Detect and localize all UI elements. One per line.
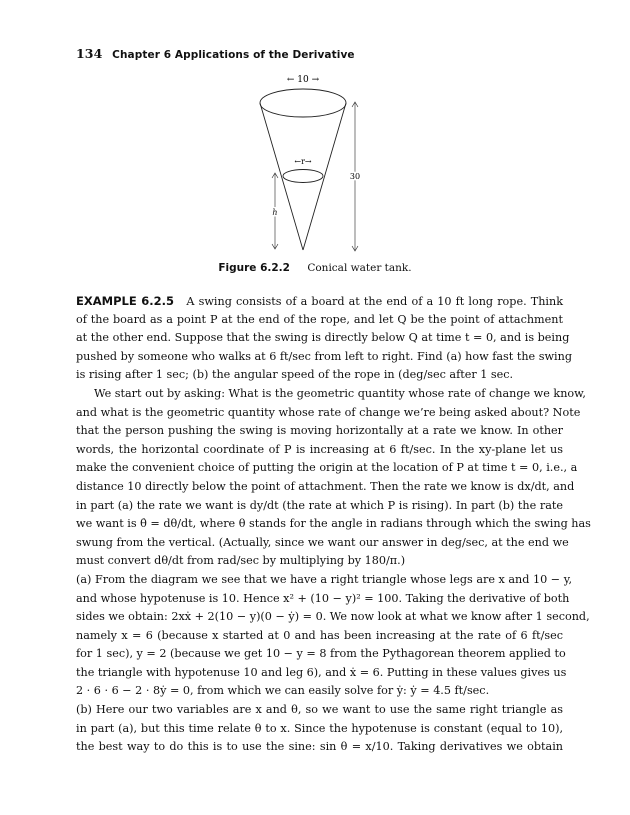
h-label: h	[272, 208, 278, 217]
chapter-title: Chapter 6 Applications of the Derivative	[112, 49, 355, 61]
figure-caption-text: Conical water tank.	[307, 262, 412, 274]
cone-right-side	[303, 103, 346, 250]
example-label: EXAMPLE 6.2.5	[76, 294, 174, 308]
top-diameter-label: ← 10 →	[286, 75, 320, 85]
body-line: words, the horizontal coordinate of P is increasing at 6 ft/sec. In the xy-plane let us	[76, 442, 563, 456]
page-number: 134	[76, 46, 103, 61]
cone-top-ellipse	[260, 89, 346, 117]
example-line: is rising after 1 sec; (b) the angular speed of the rope in (deg/sec after 1 sec.	[76, 368, 514, 382]
body-line: We start out by asking: What is the geometric quantity whose rate of change we know,	[94, 386, 586, 400]
example-line: pushed by someone who walks at 6 ft/sec from left to right. Find (a) how fast the swing	[76, 349, 572, 363]
body-line: and what is the geometric quantity whose rate of change we’re being asked about? Note	[76, 405, 581, 419]
body-line: sides we obtain: 2xẋ + 2(10 − y)(0 − ẏ) = 0. We now look at what we know after 1 second,	[76, 610, 590, 624]
radius-label: ←r→	[294, 157, 312, 166]
body-line: namely x = 6 (because x started at 0 and has been increasing at the rate of 6 ft/sec	[76, 628, 563, 642]
body-line: and whose hypotenuse is 10. Hence x² + (10 − y)² = 100. Taking the derivative of both	[76, 591, 570, 605]
example-line: A swing consists of a board at the end of a 10 ft long rope. Think	[186, 295, 563, 308]
body-line: in part (a), but this time relate θ to x. Since the hypotenuse is constant (equal to 10),	[76, 721, 563, 735]
body-line: (b) Here our two variables are x and θ, so we want to use the same right triangle as	[76, 703, 563, 717]
water-surface-ellipse	[283, 170, 323, 183]
body-line: 2 · 6 · 6 − 2 · 8ẏ = 0, from which we can easily solve for ẏ: ẏ = 4.5 ft/sec.	[76, 684, 490, 698]
running-header	[76, 46, 355, 61]
body-line: swung from the vertical. (Actually, since we want our answer in deg/sec, at the end we	[76, 535, 569, 549]
body-line: in part (a) the rate we want is dy/dt (the rate at which P is rising). In part (b) the rate	[76, 498, 563, 512]
body-line: that the person pushing the swing is moving horizontally at a rate we know. In other	[76, 424, 563, 438]
body-line: the triangle with hypotenuse 10 and leg 6), and ẋ = 6. Putting in these values gives us	[76, 665, 567, 679]
body-line: must convert dθ/dt from rad/sec by multiplying by 180/π.)	[76, 554, 406, 568]
height-label: 30	[349, 172, 361, 181]
figure-caption-label: Figure 6.2.2	[218, 262, 290, 274]
figure-caption	[0, 262, 630, 274]
example-first-line	[76, 292, 563, 311]
cone-left-side	[260, 103, 303, 250]
body-text	[76, 292, 591, 757]
body-line: distance 10 directly below the point of attachment. Then the rate we know is dx/dt, and	[76, 479, 575, 493]
body-line: we want is θ̇ = dθ/dt, where θ stands for the angle in radians through which the swing has	[76, 517, 591, 531]
conical-tank-figure	[240, 70, 390, 260]
example-line: at the other end. Suppose that the swing is directly below Q at time t = 0, and is being	[76, 331, 570, 345]
body-line: for 1 sec), y = 2 (because we get 10 − y = 8 from the Pythagorean theorem applied to	[76, 647, 566, 661]
body-line: make the convenient choice of putting the origin at the location of P at time t = 0, i.e., a	[76, 461, 578, 475]
example-line: of the board as a point P at the end of the rope, and let Q be the point of attachment	[76, 312, 563, 326]
body-line: (a) From the diagram we see that we have a right triangle whose legs are x and 10 − y,	[76, 572, 573, 586]
body-line: the best way to do this is to use the sine: sin θ = x/10. Taking derivatives we obtain	[76, 740, 563, 754]
